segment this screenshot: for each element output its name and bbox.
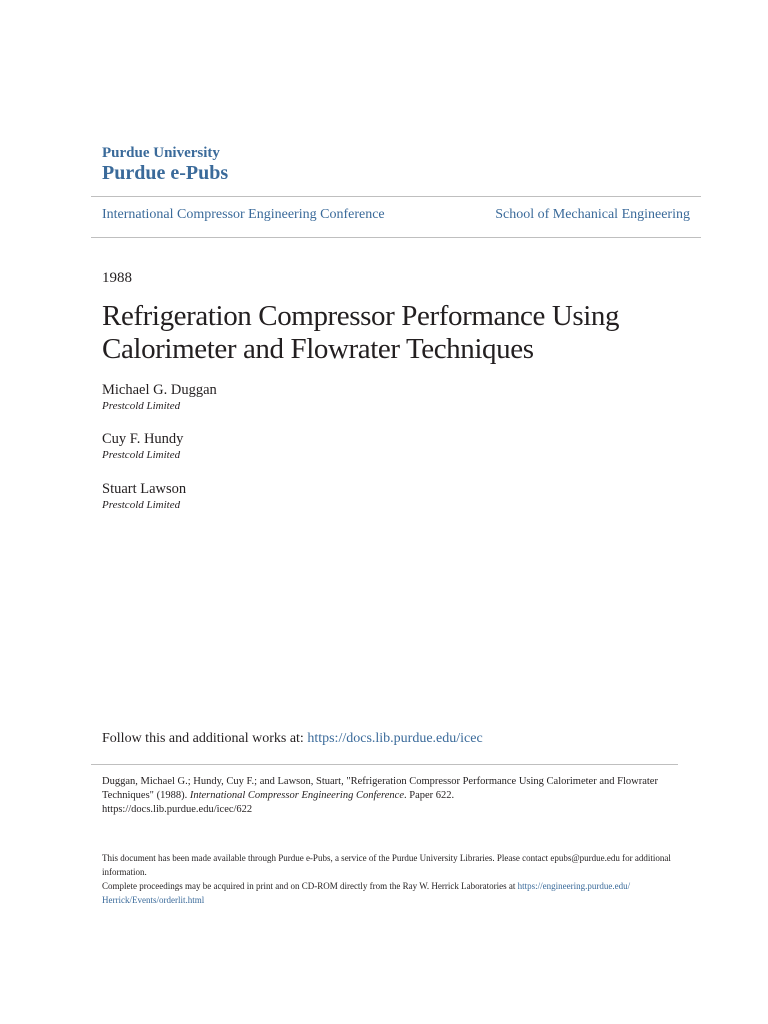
follow-text: Follow this and additional works at: bbox=[102, 731, 308, 746]
citation-conference: International Compressor Engineering Conference bbox=[189, 790, 404, 801]
publication-year: 1988 bbox=[102, 270, 132, 286]
epubs-link[interactable]: Purdue e-Pubs bbox=[102, 162, 229, 184]
citation-paper: . Paper 622. bbox=[403, 790, 455, 801]
citation-block bbox=[102, 775, 672, 817]
author-2 bbox=[102, 430, 183, 463]
repository-header bbox=[102, 144, 228, 184]
herrick-link-cont[interactable]: Herrick/Events/orderlit.html bbox=[102, 895, 205, 905]
school-link[interactable]: School of Mechanical Engineering bbox=[495, 207, 690, 222]
nav-divider bbox=[91, 237, 701, 238]
title-line-2: Calorimeter and Flowrater Techniques bbox=[102, 333, 534, 365]
citation-divider bbox=[91, 764, 678, 765]
author-affiliation: Prestcold Limited bbox=[102, 449, 181, 461]
citation-text: Duggan, Michael G.; Hundy, Cuy F.; and Lawson, Stuart, "Refrigeration Compressor Performance Using Calorimeter and Flowrater Techniques" (1988). bbox=[102, 776, 658, 801]
follow-line bbox=[102, 731, 483, 747]
paper-title bbox=[102, 300, 682, 366]
collection-nav bbox=[102, 207, 690, 223]
availability-notice bbox=[102, 851, 682, 907]
collection-link[interactable]: https://docs.lib.purdue.edu/icec bbox=[307, 731, 483, 746]
title-line-1: Refrigeration Compressor Performance Using bbox=[102, 300, 620, 332]
author-affiliation: Prestcold Limited bbox=[102, 400, 181, 412]
top-divider bbox=[91, 196, 701, 197]
author-name: Cuy F. Hundy bbox=[102, 431, 184, 447]
author-affiliation: Prestcold Limited bbox=[102, 499, 181, 511]
conference-link[interactable]: International Compressor Engineering Conference bbox=[102, 207, 385, 222]
author-1 bbox=[102, 381, 217, 414]
notice-text: Complete proceedings may be acquired in print and on CD-ROM directly from the Ray W. Herrick Laboratories at bbox=[102, 881, 518, 891]
notice-line-1: This document has been made available through Purdue e-Pubs, a service of the Purdue University Libraries. Please contact epubs@purdue.edu for additional information. bbox=[102, 853, 671, 877]
citation-url: https://docs.lib.purdue.edu/icec/622 bbox=[102, 804, 253, 815]
author-name: Michael G. Duggan bbox=[102, 382, 217, 398]
university-link[interactable]: Purdue University bbox=[102, 145, 220, 161]
notice-line-2 bbox=[102, 879, 682, 907]
author-3 bbox=[102, 480, 186, 513]
author-name: Stuart Lawson bbox=[102, 481, 187, 497]
herrick-link[interactable]: https://engineering.purdue.edu/ bbox=[517, 881, 631, 891]
